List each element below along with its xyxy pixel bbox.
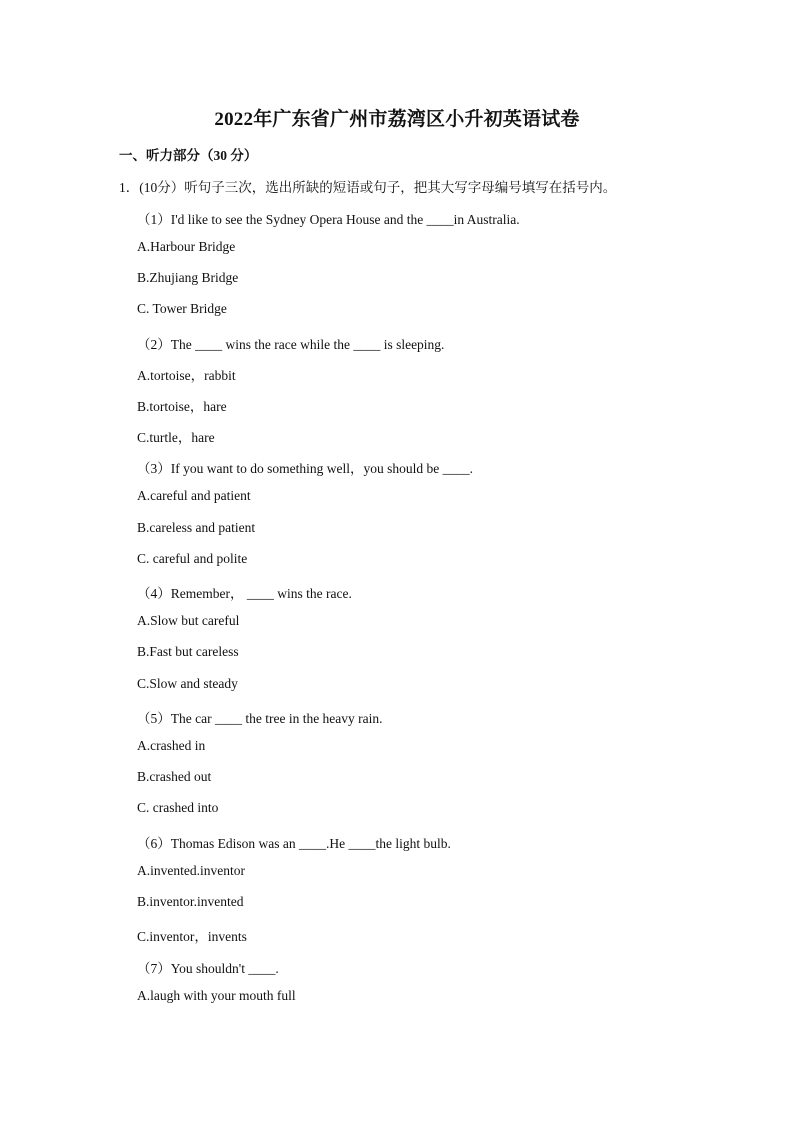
item-5-option-c: C. crashed into xyxy=(137,800,219,815)
question-1-instruction: 1．(10分）听句子三次，选出所缺的短语或句子，把其大写字母编号填写在括号内。 xyxy=(119,180,617,195)
item-2-option-a: A.tortoise，rabbit xyxy=(137,368,236,383)
item-4-option-a: A.Slow but careful xyxy=(137,613,240,628)
item-2-stem: （2）The ____ wins the race while the ____ is sleeping. xyxy=(137,337,445,352)
item-1-option-a: A.Harbour Bridge xyxy=(137,239,236,254)
item-2-option-b: B.tortoise，hare xyxy=(137,399,227,414)
item-6-option-a: A.invented.inventor xyxy=(137,863,245,878)
item-5-option-a: A.crashed in xyxy=(137,738,206,753)
item-1-stem: （1）I'd like to see the Sydney Opera House and the ____in Australia. xyxy=(137,212,520,227)
item-6-option-c: C.inventor，invents xyxy=(137,929,247,944)
item-1-option-b: B.Zhujiang Bridge xyxy=(137,270,239,285)
item-2-option-c: C.turtle，hare xyxy=(137,430,215,445)
item-6-stem: （6）Thomas Edison was an ____.He ____the light bulb. xyxy=(137,836,451,851)
item-4-option-b: B.Fast but careless xyxy=(137,644,239,659)
item-3-option-a: A.careful and patient xyxy=(137,488,251,503)
item-7-stem: （7）You shouldn't ____. xyxy=(137,961,279,976)
item-6-option-b: B.inventor.invented xyxy=(137,894,244,909)
item-1-option-c: C. Tower Bridge xyxy=(137,301,227,316)
item-5-option-b: B.crashed out xyxy=(137,769,212,784)
item-4-stem: （4）Remember， ____ wins the race. xyxy=(137,586,352,601)
item-3-option-b: B.careless and patient xyxy=(137,520,256,535)
item-3-option-c: C. careful and polite xyxy=(137,551,248,566)
item-5-stem: （5）The car ____ the tree in the heavy rain. xyxy=(137,711,383,726)
item-4-option-c: C.Slow and steady xyxy=(137,676,238,691)
section-heading: 一、听力部分（30 分） xyxy=(119,148,258,163)
exam-title: 2022年广东省广州市荔湾区小升初英语试卷 xyxy=(214,109,580,130)
item-7-option-a: A.laugh with your mouth full xyxy=(137,988,296,1003)
item-3-stem: （3）If you want to do something well，you should be ____. xyxy=(137,461,473,476)
